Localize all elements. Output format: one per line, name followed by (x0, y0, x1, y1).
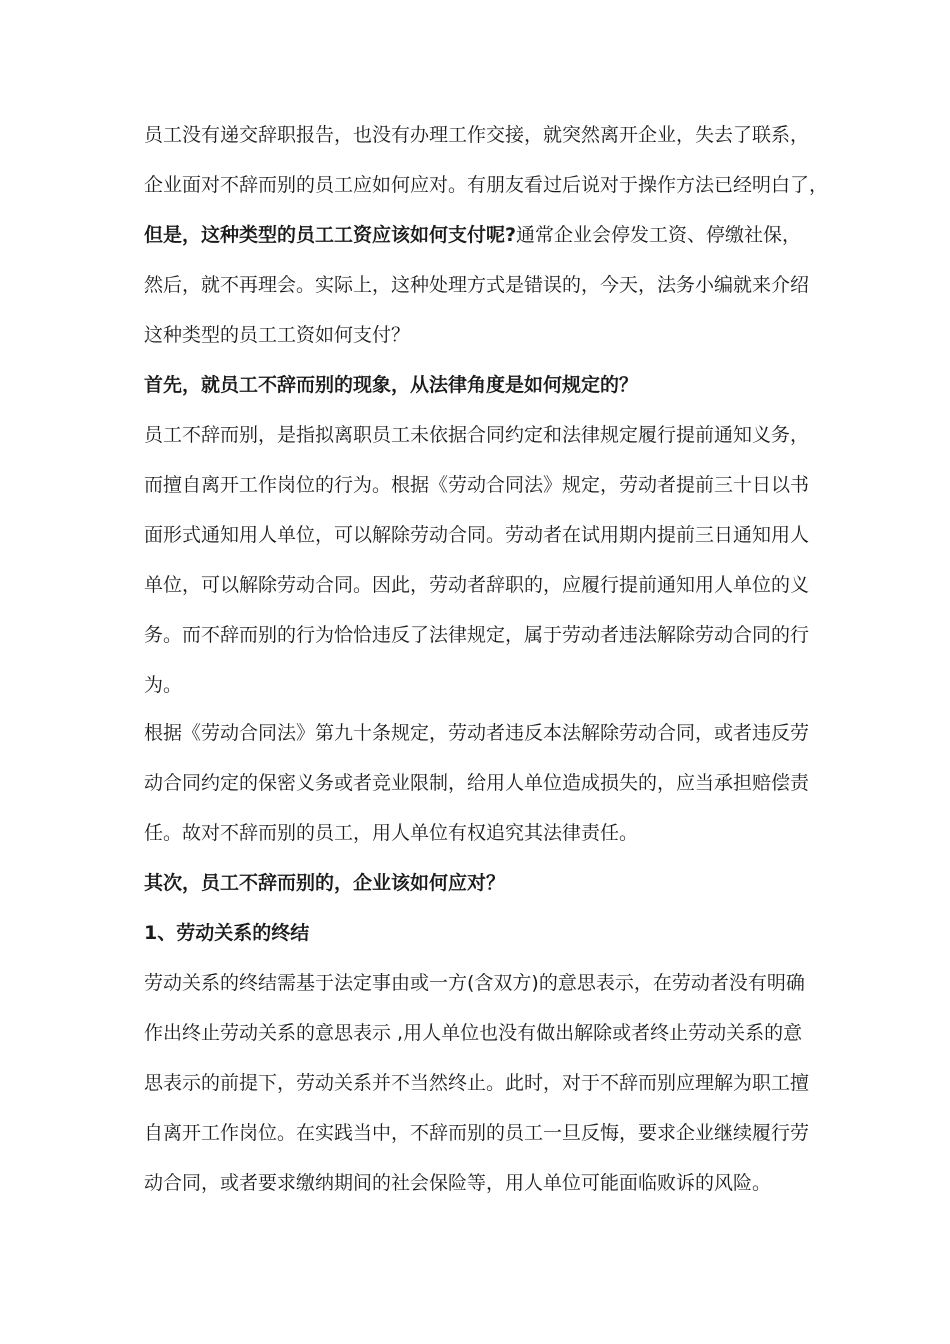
paragraph-line: 员工不辞而别，是指拟离职员工未依据合同约定和法律规定履行提前通知义务， (144, 424, 810, 446)
paragraph-line: 面形式通知用人单位，可以解除劳动合同。劳动者在试用期内提前三日通知用人 (144, 524, 810, 546)
section-heading: 其次，员工不辞而别的，企业该如何应对？ (144, 872, 506, 894)
subsection-heading: 1、劳动关系的终结 (144, 922, 310, 944)
paragraph-line: 而擅自离开工作岗位的行为。根据《劳动合同法》规定，劳动者提前三十日以书 (144, 474, 810, 496)
paragraph-line: 自离开工作岗位。在实践当中，不辞而别的员工一旦反悔，要求企业继续履行劳 (144, 1122, 810, 1144)
paragraph-line: 单位，可以解除劳动合同。因此，劳动者辞职的，应履行提前通知用人单位的义 (144, 574, 810, 596)
paragraph-line: 作出终止劳动关系的意思表示 ,用人单位也没有做出解除或者终止劳动关系的意 (144, 1022, 803, 1044)
paragraph-line: 思表示的前提下，劳动关系并不当然终止。此时，对于不辞而别应理解为职工擅 (144, 1072, 810, 1094)
paragraph-line: 动合同，或者要求缴纳期间的社会保险等，用人单位可能面临败诉的风险。 (144, 1172, 772, 1194)
paragraph-line: 根据《劳动合同法》第九十条规定，劳动者违反本法解除劳动合同，或者违反劳 (144, 722, 810, 744)
section-heading: 首先，就员工不辞而别的现象，从法律角度是如何规定的？ (144, 374, 639, 396)
bold-question: 但是，这种类型的员工工资应该如何支付呢? (144, 224, 517, 246)
paragraph-line: 任。故对不辞而别的员工，用人单位有权追究其法律责任。 (144, 822, 639, 844)
paragraph-line: 然后，就不再理会。实际上，这种处理方式是错误的，今天，法务小编就来介绍 (144, 274, 810, 296)
line-continuation: 通常企业会停发工资、停缴社保， (516, 224, 802, 246)
paragraph-line: 企业面对不辞而别的员工应如何应对。有朋友看过后说对于操作方法已经明白了， (144, 174, 829, 196)
paragraph-line: 为。 (144, 674, 183, 696)
paragraph-line-mixed (144, 222, 801, 248)
paragraph-line: 劳动关系的终结需基于法定事由或一方(含双方)的意思表示，在劳动者没有明确 (144, 972, 805, 994)
paragraph-line: 员工没有递交辞职报告，也没有办理工作交接，就突然离开企业，失去了联系， (144, 124, 810, 146)
paragraph-line: 务。而不辞而别的行为恰恰违反了法律规定，属于劳动者违法解除劳动合同的行 (144, 624, 810, 646)
paragraph-line: 这种类型的员工工资如何支付？ (144, 324, 411, 346)
paragraph-line: 动合同约定的保密义务或者竞业限制，给用人单位造成损失的，应当承担赔偿责 (144, 772, 810, 794)
